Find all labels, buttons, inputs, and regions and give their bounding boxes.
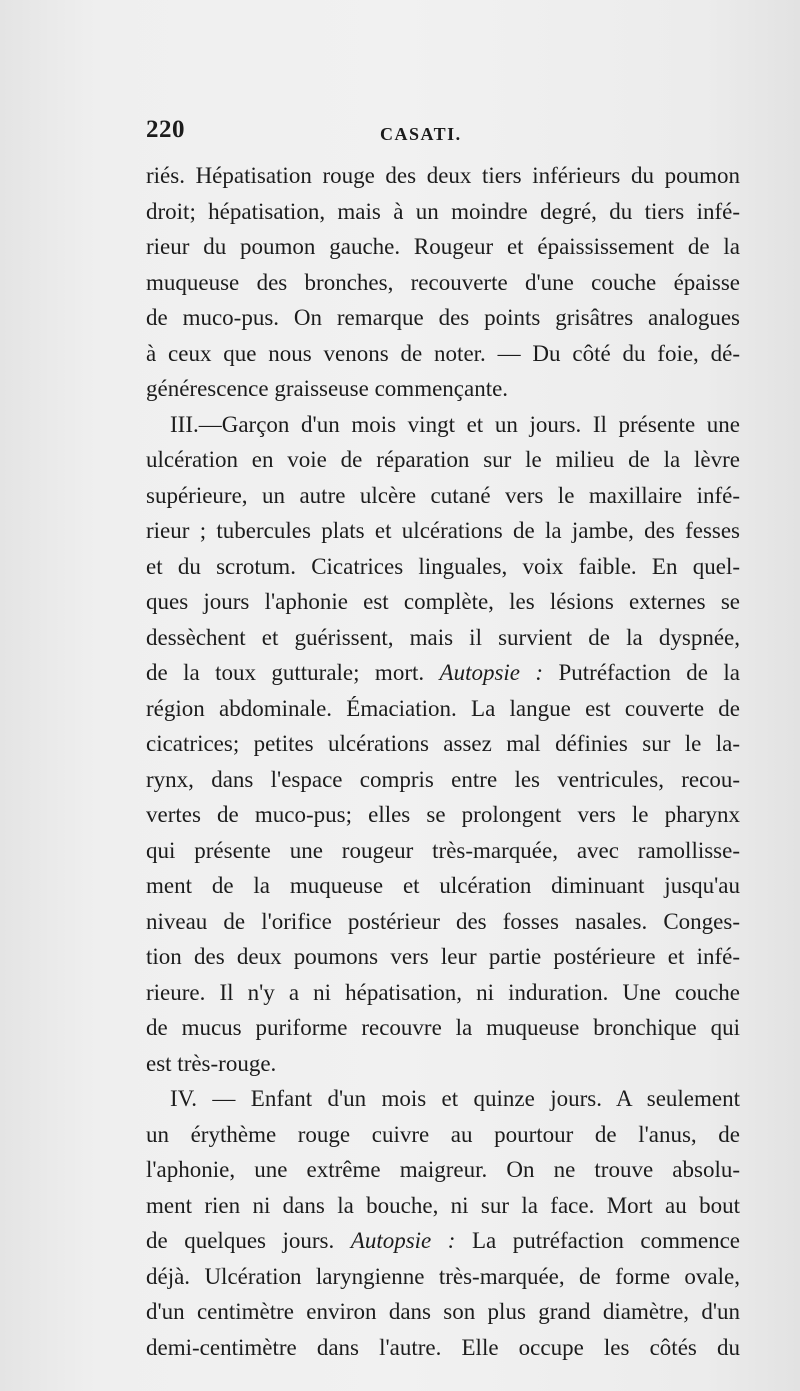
text-line: ment rien ni dans la bouche, ni sur la face. Mort au bout (146, 1192, 740, 1218)
text-line: ment de la muqueuse et ulcération diminuant jusqu'au (146, 873, 740, 898)
text-line: vertes de muco-pus; elles se prolongent vers le pharynx (146, 802, 740, 827)
text-line: ques jours l'aphonie est complète, les lésions externes se (146, 589, 740, 614)
text-line: un érythème rouge cuivre au pourtour de l'anus, de (146, 1121, 740, 1147)
text-line: l'aphonie, une extrême maigreur. On ne trouve absolu- (146, 1157, 740, 1182)
text-line: et du scrotum. Cicatrices linguales, voix faible. En quel- (146, 553, 740, 579)
text-line: cicatrices; petites ulcérations assez mal définies sur le la- (146, 731, 740, 756)
text-line: rieure. Il n'y a ni hépatisation, ni induration. Une couche (146, 979, 740, 1005)
text-line: de mucus puriforme recouvre la muqueuse bronchique qui (146, 1015, 740, 1040)
text-line: muqueuse des bronches, recouverte d'une couche épaisse (146, 269, 740, 295)
text-line: qui présente une rougeur très-marquée, avec ramollisse- (146, 837, 740, 863)
text-line: générescence graisseuse commençante. (146, 376, 509, 401)
autopsie-italic: Autopsie : (439, 660, 544, 685)
text-line: d'un centimètre environ dans son plus grand diamètre, d'un (146, 1299, 740, 1324)
text-line: droit; hépatisation, mais à un moindre degré, du tiers infé- (146, 198, 740, 224)
text-line: déjà. Ulcération laryngienne très-marquée, de forme ovale, (146, 1263, 740, 1289)
page-number: 220 (146, 116, 185, 143)
text-line: tion des deux poumons vers leur partie postérieure et infé- (146, 944, 740, 969)
text-line: III.—Garçon d'un mois vingt et un jours. Il présente une (170, 411, 740, 437)
text-line: rieur du poumon gauche. Rougeur et épaississement de la (146, 234, 740, 259)
text-line: niveau de l'orifice postérieur des fosses nasales. Conges- (146, 908, 740, 934)
running-head: CASATI. (380, 124, 462, 144)
text-line: IV. — Enfant d'un mois et quinze jours. A seulement (170, 1086, 740, 1111)
text-line: riés. Hépatisation rouge des deux tiers inférieurs du poumon (146, 163, 740, 188)
text-line: de muco-pus. On remarque des points grisâtres analogues (146, 305, 740, 330)
text-line: de quelques jours. Autopsie : La putréfaction commence (146, 1228, 740, 1253)
text-line: rynx, dans l'espace compris entre les ventricules, recou- (146, 766, 740, 792)
text-line: rieur ; tubercules plats et ulcérations de la jambe, des fesses (146, 518, 740, 543)
body-text (146, 158, 740, 1365)
text-line: est très-rouge. (146, 1050, 277, 1076)
text-line: ulcération en voie de réparation sur le milieu de la lèvre (146, 447, 740, 472)
text-line: région abdominale. Émaciation. La langue est couverte de (146, 695, 740, 721)
page-header (146, 116, 740, 150)
text-line: dessèchent et guérissent, mais il survient de la dyspnée, (146, 624, 740, 650)
text-line: supérieure, un autre ulcère cutané vers le maxillaire infé- (146, 482, 740, 508)
text-line: de la toux gutturale; mort. Autopsie : Putréfaction de la (146, 660, 741, 685)
text-line: demi-centimètre dans l'autre. Elle occupe les côtés du (146, 1334, 740, 1360)
autopsie-italic: Autopsie : (350, 1228, 456, 1253)
text-line: à ceux que nous venons de noter. — Du côté du foie, dé- (146, 340, 740, 366)
